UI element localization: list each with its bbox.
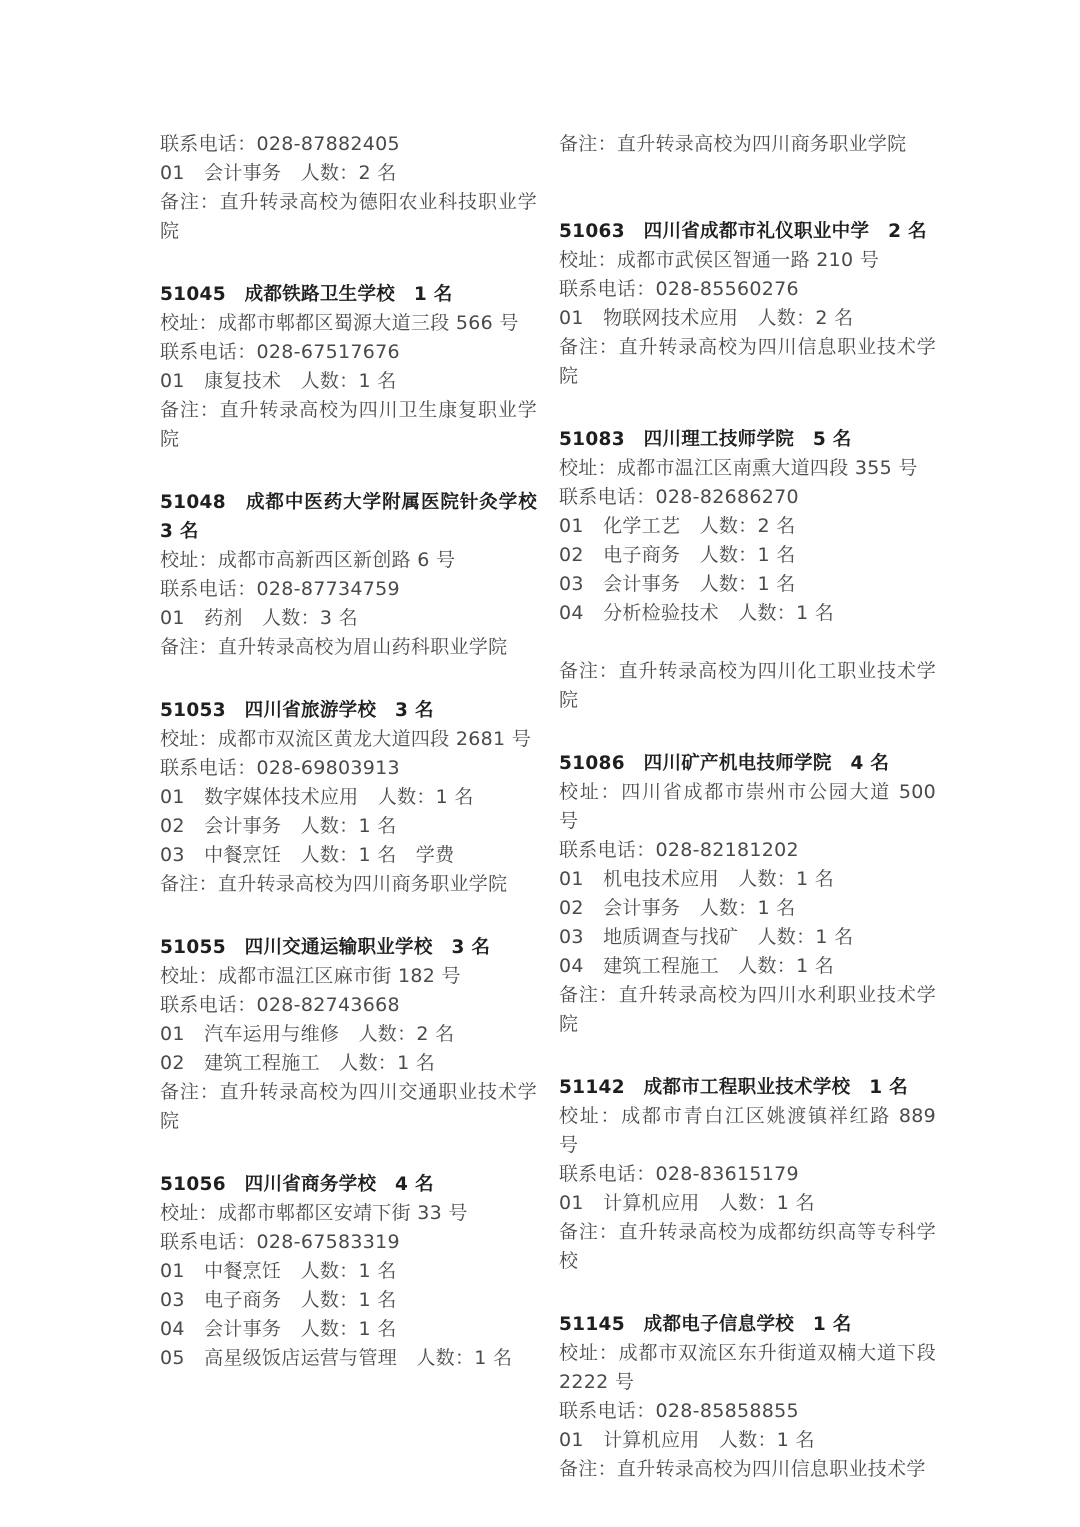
school-entry-heading: 51086 四川矿产机电技师学院 4 名 (559, 753, 890, 774)
school-entry-line: 03 地质调查与找矿 人数：1 名 (559, 926, 854, 948)
school-entry-line: 备注：直升转录高校为四川水利职业技术学院 (559, 984, 936, 1035)
school-entry-line: 02 电子商务 人数：1 名 (559, 544, 796, 566)
school-entry-line: 校址：成都市武侯区智通一路 210 号 (559, 249, 880, 271)
school-entry (160, 1170, 537, 1373)
school-entry-line: 03 中餐烹饪 人数：1 名 学费 (160, 844, 455, 866)
school-entry-line: 01 数字媒体技术应用 人数：1 名 (160, 786, 474, 808)
school-entry (160, 280, 537, 454)
school-entry-line: 04 分析检验技术 人数：1 名 (559, 602, 835, 624)
school-entry-line: 校址：成都市郫都区安靖下街 33 号 (160, 1202, 468, 1224)
school-entry-line: 联系电话：028-82181202 (559, 839, 799, 861)
school-entry-line: 联系电话：028-87882405 (160, 133, 400, 155)
left-column (160, 130, 556, 1497)
school-entry-line: 备注：直升转录高校为四川信息职业技术学院 (559, 336, 936, 387)
blank-line (559, 628, 936, 657)
school-entry-line: 备注：直升转录高校为德阳农业科技职业学院 (160, 191, 537, 242)
school-entry-line: 01 药剂 人数：3 名 (160, 607, 358, 629)
school-entry-heading: 51053 四川省旅游学校 3 名 (160, 700, 434, 721)
school-entry-line: 联系电话：028-85858855 (559, 1400, 799, 1422)
school-entry-line: 备注：直升转录高校为四川交通职业技术学院 (160, 1081, 537, 1132)
right-column (559, 130, 936, 1497)
school-entry-line: 校址：成都市温江区南熏大道四段 355 号 (559, 457, 918, 479)
school-entry-heading: 51142 成都市工程职业技术学校 1 名 (559, 1077, 908, 1098)
school-entry-line: 联系电话：028-82743668 (160, 994, 400, 1016)
school-entry-line: 01 计算机应用 人数：1 名 (559, 1192, 815, 1214)
school-entry-line: 01 康复技术 人数：1 名 (160, 370, 397, 392)
school-entry-line: 备注：直升转录高校为眉山药科职业学院 (160, 636, 508, 658)
school-entry (559, 749, 936, 1039)
school-entry (160, 933, 537, 1136)
school-entry-heading: 51056 四川省商务学校 4 名 (160, 1174, 434, 1195)
school-entry-line: 备注：直升转录高校为成都纺织高等专科学校 (559, 1221, 936, 1272)
school-entry-line: 01 机电技术应用 人数：1 名 (559, 868, 835, 890)
school-entry-line: 联系电话：028-83615179 (559, 1163, 799, 1185)
school-entry-continuation (160, 130, 537, 246)
school-entry-line: 01 中餐烹饪 人数：1 名 (160, 1260, 397, 1282)
school-entry-line: 03 会计事务 人数：1 名 (559, 573, 796, 595)
school-entry-line: 01 物联网技术应用 人数：2 名 (559, 307, 854, 329)
school-entry-line: 校址：成都市高新西区新创路 6 号 (160, 549, 456, 571)
school-entry-line: 01 计算机应用 人数：1 名 (559, 1429, 815, 1451)
school-entry (160, 696, 537, 899)
school-entry-line: 02 会计事务 人数：1 名 (160, 815, 397, 837)
school-entry-line: 04 建筑工程施工 人数：1 名 (559, 955, 835, 977)
school-entry-line: 校址：成都市青白江区姚渡镇祥红路 889 号 (559, 1105, 936, 1156)
school-entry-line: 校址：成都市双流区东升街道双楠大道下段 2222 号 (559, 1342, 936, 1393)
school-entry-line: 联系电话：028-69803913 (160, 757, 400, 779)
school-entry-line: 02 建筑工程施工 人数：1 名 (160, 1052, 436, 1074)
school-entry (559, 217, 936, 391)
school-entry (559, 425, 936, 715)
school-entry-line: 联系电话：028-85560276 (559, 278, 799, 300)
school-entry-line: 备注：直升转录高校为四川卫生康复职业学院 (160, 399, 537, 450)
school-entry (160, 488, 556, 662)
school-entry-line: 01 化学工艺 人数：2 名 (559, 515, 796, 537)
school-entry-line: 校址：成都市郫都区蜀源大道三段 566 号 (160, 312, 519, 334)
school-entry-heading: 51045 成都铁路卫生学校 1 名 (160, 284, 453, 305)
school-entry-line: 校址：成都市温江区麻市街 182 号 (160, 965, 461, 987)
school-entry-heading: 51083 四川理工技师学院 5 名 (559, 429, 852, 450)
school-entry-line: 备注：直升转录高校为四川商务职业学院 (160, 873, 508, 895)
school-entry-line: 备注：直升转录高校为四川信息职业技术学 (559, 1458, 926, 1480)
school-entry-line: 校址：四川省成都市崇州市公园大道 500 号 (559, 781, 936, 832)
school-entry-line: 01 会计事务 人数：2 名 (160, 162, 397, 184)
school-entry-line: 备注：直升转录高校为四川商务职业学院 (559, 133, 907, 155)
school-entry-line: 联系电话：028-82686270 (559, 486, 799, 508)
school-entry-line: 联系电话：028-67583319 (160, 1231, 400, 1253)
school-entry-line: 联系电话：028-87734759 (160, 578, 400, 600)
school-entry-line: 05 高星级饭店运营与管理 人数：1 名 (160, 1347, 513, 1369)
school-entry-line: 校址：成都市双流区黄龙大道四段 2681 号 (160, 728, 532, 750)
school-entry-heading: 51063 四川省成都市礼仪职业中学 2 名 (559, 221, 927, 242)
school-entry (559, 1073, 936, 1276)
school-entry-heading: 51055 四川交通运输职业学校 3 名 (160, 937, 491, 958)
school-entry-line: 备注：直升转录高校为四川化工职业技术学院 (559, 660, 936, 711)
school-entry-line: 01 汽车运用与维修 人数：2 名 (160, 1023, 455, 1045)
school-entry-continuation (559, 130, 936, 159)
school-entry-line: 联系电话：028-67517676 (160, 341, 400, 363)
school-entry-heading: 51048 成都中医药大学附属医院针灸学校 3 名 (160, 492, 556, 542)
school-entry-line: 02 会计事务 人数：1 名 (559, 897, 796, 919)
school-entry-heading: 51145 成都电子信息学校 1 名 (559, 1314, 852, 1335)
school-entry (559, 1310, 936, 1484)
school-entry-line: 03 电子商务 人数：1 名 (160, 1289, 397, 1311)
school-entry-line: 04 会计事务 人数：1 名 (160, 1318, 397, 1340)
